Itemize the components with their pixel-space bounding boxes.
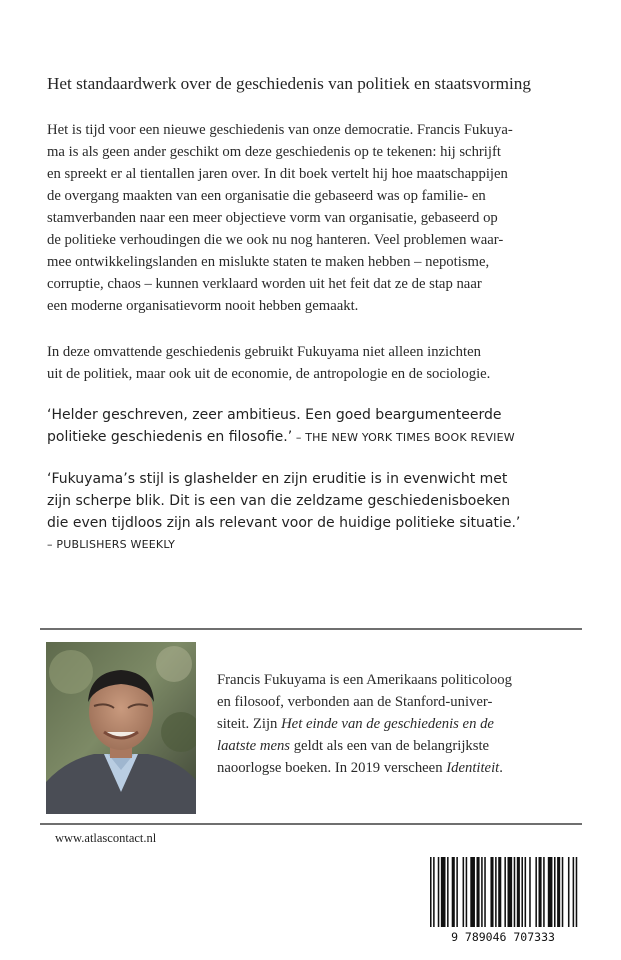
bio-line: naoorlogse boeken. In 2019 verscheen Identiteit.: [217, 760, 503, 776]
barcode-bar: [441, 857, 446, 927]
barcode-bar: [543, 857, 545, 927]
barcode-bar: [447, 857, 449, 927]
barcode-bar: [433, 857, 435, 927]
text-line: mee ontwikkelingslanden en mislukte staten te maken hebben – nepotisme,: [47, 254, 490, 270]
barcode-bar: [562, 857, 564, 927]
barcode-bar: [504, 857, 506, 927]
description-paragraph-2: [47, 341, 583, 385]
barcode-bar: [557, 857, 560, 927]
publisher-website[interactable]: www.atlascontact.nl: [55, 831, 157, 845]
quote-source: – THE NEW YORK TIMES BOOK REVIEW: [292, 431, 515, 444]
barcode-bar: [554, 857, 556, 927]
bio-line: siteit. Zijn Het einde van de geschiedenis en de: [217, 716, 494, 732]
barcode-bar: [517, 857, 520, 927]
barcode-bar: [484, 857, 486, 927]
barcode-bar: [470, 857, 475, 927]
description-paragraph: [47, 119, 583, 317]
bio-line: laatste mens geldt als een van de belangrijkste: [217, 738, 490, 754]
barcode-bars: [430, 857, 577, 927]
barcode-bar: [514, 857, 516, 927]
text-line: corruptie, chaos – kunnen verklaard worden uit het feit dat ze de stap naar: [47, 276, 482, 292]
barcode-bar: [438, 857, 440, 927]
review-quote-pw: [47, 468, 587, 556]
book-title: laatste mens: [217, 738, 291, 754]
quote-line: zijn scherpe blik. Dit is een van die zeldzame geschiedenisboeken: [47, 493, 511, 509]
barcode-bar: [477, 857, 480, 927]
divider-bottom: [40, 823, 582, 825]
book-title: Het einde van de geschiedenis en de: [281, 716, 494, 732]
text-line: uit de politiek, maar ook uit de economie, de antropologie en de sociologie.: [47, 366, 491, 382]
divider-top: [40, 628, 582, 630]
author-photo: [46, 642, 196, 814]
text-line: een moderne organisatievorm nooit hebben gemaakt.: [47, 298, 359, 314]
bio-line: en filosoof, verbonden aan de Stanford-univer-: [217, 694, 493, 710]
text-line: de overgang maakten van een organisatie die gebaseerd was op familie- en: [47, 188, 486, 204]
text-line: ma is als geen ander geschikt om deze geschiedenis op te tekenen: hij schrijft: [47, 144, 501, 160]
review-quote-nyt: [47, 404, 587, 449]
barcode-bar: [463, 857, 465, 927]
barcode-bar: [466, 857, 468, 927]
text-line: en spreekt er al tientallen jaren over. In dit boek vertelt hij hoe maatschappijen: [47, 166, 508, 182]
quote-source: – PUBLISHERS WEEKLY: [47, 538, 176, 551]
text-line: de politieke verhoudingen die we ook nu nog hanteren. Veel problemen waar-: [47, 232, 504, 248]
quote-line: politieke geschiedenis en filosofie.’ – THE NEW YORK TIMES BOOK REVIEW: [47, 429, 515, 445]
text-line: stamverbanden naar een meer objectieve vorm van organisatie, gebaseerd op: [47, 210, 498, 226]
quote-line: die even tijdloos zijn als relevant voor de huidige politieke situatie.’: [47, 515, 521, 531]
author-bio: [217, 669, 577, 779]
barcode-bar: [430, 857, 432, 927]
barcode-bar: [508, 857, 513, 927]
isbn-barcode: [424, 855, 582, 945]
barcode-bar: [525, 857, 527, 927]
barcode-bar: [568, 857, 570, 927]
text-line: In deze omvattende geschiedenis gebruikt Fukuyama niet alleen inzichten: [47, 344, 481, 360]
barcode-bar: [548, 857, 553, 927]
text-line: Het is tijd voor een nieuwe geschiedenis van onze democratie. Francis Fukuya-: [47, 122, 513, 138]
book-title: Identiteit: [446, 760, 500, 776]
quote-line: ‘Fukuyama’s stijl is glashelder en zijn eruditie is in evenwicht met: [47, 471, 508, 487]
barcode-bar: [452, 857, 455, 927]
barcode-bar: [573, 857, 575, 927]
barcode-bar: [481, 857, 483, 927]
barcode-bar: [529, 857, 531, 927]
barcode-bar: [498, 857, 501, 927]
barcode-bar: [495, 857, 497, 927]
barcode-bar: [535, 857, 537, 927]
barcode-bar: [539, 857, 542, 927]
barcode-bar: [521, 857, 523, 927]
bio-line: Francis Fukuyama is een Amerikaans politicoloog: [217, 672, 512, 688]
quote-line: ‘Helder geschreven, zeer ambitieus. Een goed beargumenteerde: [47, 407, 502, 423]
tagline: Het standaardwerk over de geschiedenis van politiek en staatsvorming: [47, 74, 531, 93]
barcode-bar: [456, 857, 458, 927]
isbn-digits: 9 789046 707333: [451, 930, 555, 944]
barcode-bar: [490, 857, 493, 927]
barcode-bar: [576, 857, 578, 927]
